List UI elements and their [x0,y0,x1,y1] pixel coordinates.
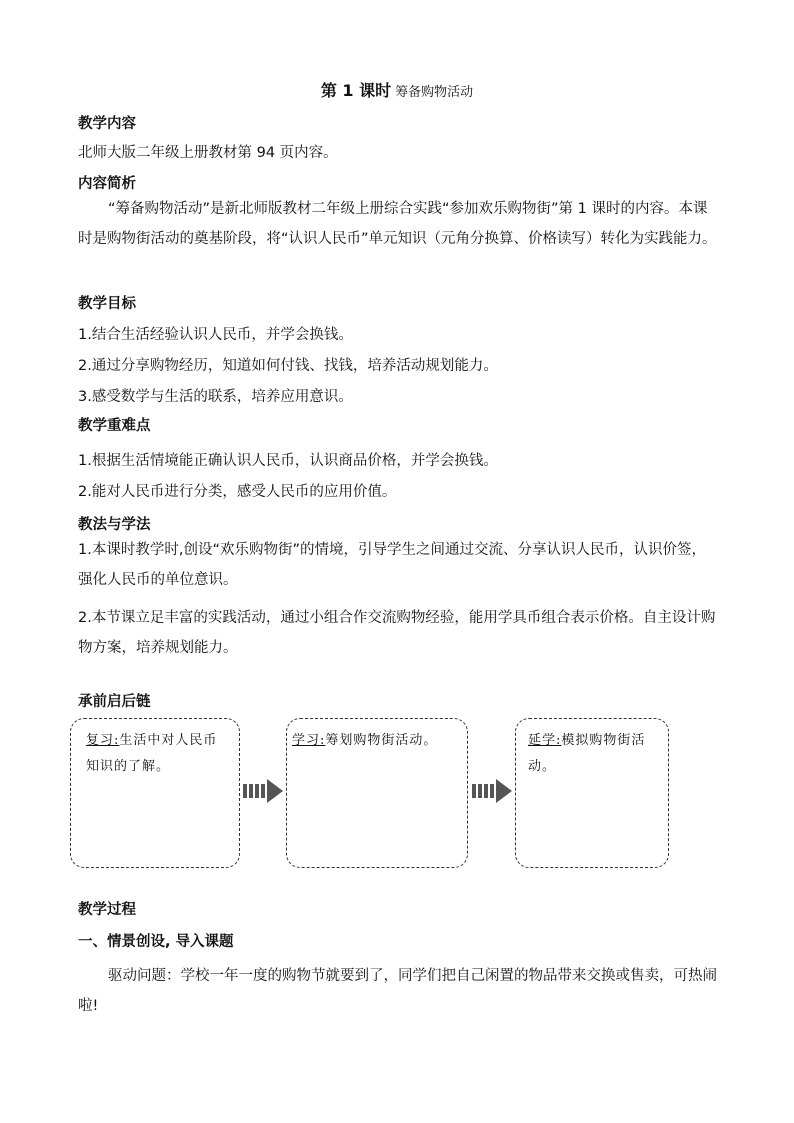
review-label: 复习: [86,733,120,748]
goals-heading: 教学目标 [78,296,136,312]
extend-label: 延学: [528,733,562,748]
lesson-subtitle: 筹备购物活动 [395,85,474,100]
keypoint-item: 1.根据生活情境能正确认识人民币，认识商品价格，并学会换钱。 [78,453,498,469]
extend-text: 模拟购物街活动。 [528,733,646,774]
striped-right-arrow-icon [472,778,512,804]
lesson-title: 第 1 课时 [320,81,392,100]
goal-item: 2.通过分享购物经历，知道如何付钱、找钱，培养活动规划能力。 [78,358,498,374]
striped-right-arrow-icon [243,778,283,804]
keypoint-item: 2.能对人民币进行分类，感受人民币的应用价值。 [78,484,397,500]
summary-heading: 内容简析 [78,176,136,192]
process-heading: 教学过程 [78,902,136,918]
learn-text: 筹划购物街活动。 [325,733,438,748]
methods-heading: 教法与学法 [78,517,151,533]
method-item: 2.本节课立足丰富的实践活动，通过小组合作交流购物经验，能用学具币组合表示价格。自主设计购物方案，培养规划能力。 [78,610,716,656]
review-text: 生活中对人民币知识的了解。 [86,733,218,774]
summary-text: “筹备购物活动”是新北师版教材二年级上册综合实践“参加欢乐购物街”第 1 课时的内容。本课时是购物街活动的奠基阶段，将“认识人民币”单元知识（元角分换算、价格读写）转化为实践能力。 [78,201,717,247]
extend-box-text [528,728,658,780]
step1-heading: 一、情景创设, 导入课题 [78,934,234,950]
step1-text: 驱动问题：学校一年一度的购物节就要到了，同学们把自己闲置的物品带来交换或售卖，可热闹啦! [78,968,717,1014]
content-text: 北师大版二年级上册教材第 94 页内容。 [78,145,338,161]
learn-box-text [292,728,462,754]
keypoints-heading: 教学重难点 [78,418,151,434]
learn-label: 学习: [292,733,326,748]
goal-item: 3.感受数学与生活的联系，培养应用意识。 [78,389,353,405]
page-title [0,78,794,101]
review-box-text [86,728,226,780]
chain-heading: 承前启后链 [78,694,151,710]
method-item: 1.本课时教学时,创设“欢乐购物街”的情境，引导学生之间通过交流、分享认识人民币，认识价签，强化人民币的单位意识。 [78,542,706,588]
content-heading: 教学内容 [78,116,136,132]
goal-item: 1.结合生活经验认识人民币，并学会换钱。 [78,327,353,343]
